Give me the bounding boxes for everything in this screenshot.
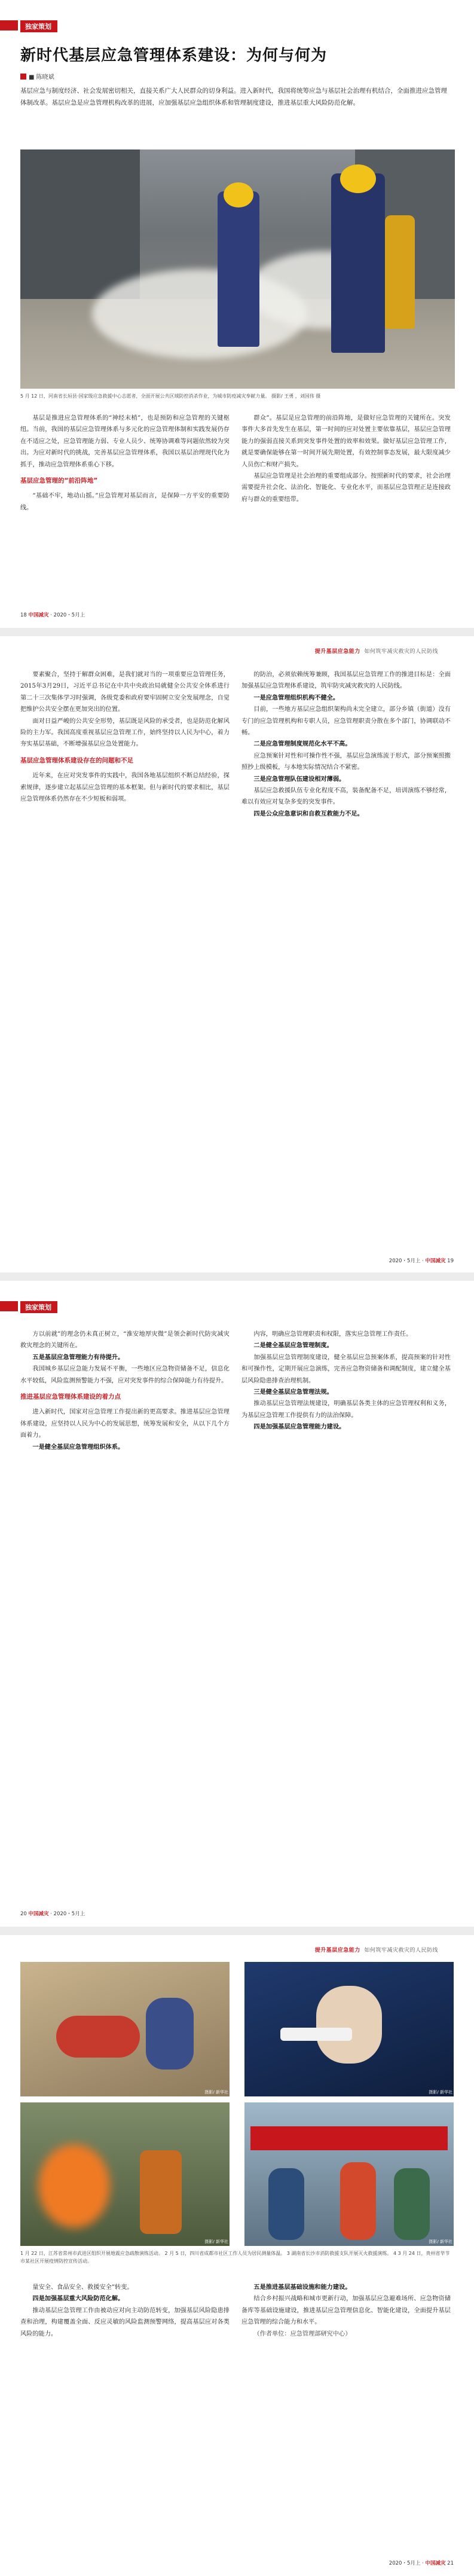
author-line	[20, 72, 54, 81]
folio: 2020・5月上 · 中国减灾 19	[389, 1258, 454, 1264]
photo-banner	[250, 2126, 448, 2150]
folio-issue: 2020・5月上	[53, 612, 85, 618]
point-heading: 一是健全基层应急管理组织体系。	[32, 1443, 124, 1451]
p3-right-column	[241, 1329, 451, 1433]
magazine-page-1	[0, 0, 474, 628]
folio-magazine: 中国减灾	[28, 612, 49, 618]
folio-issue: 2020・5月上	[389, 1258, 421, 1264]
folio-issue: 2020・5月上	[389, 2560, 421, 2566]
body-paragraph: 加强基层应急管理制度建设，健全基层应急预案体系，提高预案的针对性和可操作性，定期开展应急演练，完善应急物资储备和调配制度，建立健全基层风险隐患排查治理机制。	[241, 1354, 451, 1384]
photo-firefighter	[140, 2150, 182, 2234]
point-heading: 五是推进基层基础设施和能力建设。	[253, 2284, 351, 2291]
p4-right-column	[241, 2282, 451, 2340]
section-heading: 推进基层应急管理体系建设的着力点	[20, 1393, 121, 1401]
photo-flames	[38, 2144, 110, 2228]
body-paragraph: 结合乡村振兴战略和城市更新行动，加强基层应急避难场所、应急物资储备库等基础设施建设，推进基层应急管理信息化、智能化建设，全面提升基层应急管理的综合能力和水平。	[241, 2296, 451, 2326]
photo-helmet	[340, 164, 376, 193]
photo-figure	[394, 2168, 430, 2240]
column-tag: 独家策划	[20, 20, 57, 32]
p3-left-column	[20, 1329, 230, 1453]
point-heading: 四是公众应急意识和自救互救能力不足。	[253, 810, 363, 817]
body-paragraph: 量安全、食品安全、救援安全”转变。	[32, 2284, 133, 2291]
tag-accent-bar	[0, 1301, 18, 1311]
body-paragraph: “基础不牢，地动山摇。”应急管理对基层而言，是保障一方平安的重要防线。	[20, 493, 230, 511]
body-paragraph: 要素聚合，坚持于解群众困难，是我们就对当的一项重要应急管理任务，2015年3月29日，习近平总书记在中共中央政治局就健全公共安全体系进行第二十三次集体学习时强调，各级党委和政府要牢固树立安全发展理念，自觉把维护公共安全摆在更加突出的位置。	[20, 672, 230, 713]
section-heading: 基层应急管理的“前沿阵地”	[20, 477, 98, 485]
folio-magazine: 中国减灾	[425, 1258, 446, 1264]
body-paragraph: 目前，一些地方基层应急组织架构尚未完全建立，部分乡镇（街道）没有专门的应急管理机构和专职人员，应急管理职责分散在多个部门，协调联动不畅。	[241, 706, 451, 737]
running-head-a: 提升基层应急能力	[314, 649, 360, 655]
body-paragraph: 基层应急救援队伍专业化程度不高，装备配备不足，培训演练不够经常，难以有效应对复杂多变的突发事件。	[241, 788, 451, 806]
body-paragraph: （作者单位：应急管理部研究中心）	[253, 2330, 351, 2337]
body-paragraph: 群众”。基层是应急管理的前沿阵地，是做好应急管理的关键所在。突发事件大多首先发生在基层，第一时间的应对处置主要依靠基层，基层应急管理能力的强弱直接关系到突发事件处置的效率和效果。做好基层应急管理工作，就是要确保能够在第一时间开展先期处置，有效控制事态发展，最大限度减少人员伤亡和财产损失。	[241, 415, 451, 468]
folio: 2020・5月上 · 中国减灾 21	[389, 2560, 454, 2566]
p2-left-column	[20, 669, 230, 805]
photo-figure	[56, 2016, 140, 2058]
folio-magazine: 中国减灾	[28, 1911, 49, 1917]
photo-4-community-outreach	[244, 2102, 454, 2246]
folio: 18 中国减灾 · 2020・5月上	[20, 612, 85, 618]
magazine-page-3	[0, 1281, 474, 1927]
magazine-page-2	[0, 636, 474, 1272]
section-heading: 基层应急管理体系建设存在的问题和不足	[20, 756, 133, 764]
photo-credit: 摄影/ 新华社	[429, 2239, 452, 2244]
author-mark-icon	[20, 74, 26, 80]
folio: 20 中国减灾 · 2020・5月上	[20, 1911, 85, 1917]
body-paragraph: 应急预案针对性和可操作性不强，基层应急演练流于形式，部分预案照搬照抄上级模板，与本地实际情况结合不紧密。	[241, 752, 451, 771]
body-paragraph: 面对日益严峻的公共安全形势，基层既是风险的承受者，也是防范化解风险的主力军。我国高度重视基层应急管理工作，始终坚持以人民为中心，着力夯实基层基础，不断增强基层应急处置能力。	[20, 718, 230, 748]
running-head-b: 如何筑牢减灾救灾的人民防线	[364, 649, 438, 655]
column-tag: 独家策划	[20, 1301, 57, 1313]
photo-caption: 1 月 22 日，江苏省常州市武进区组织开展地震应急疏散演练活动。 2 月 5 日，四川省成都市社区工作人员为居民测量体温。 3 湖南省长沙市消防救援支队开展灭火救援演练。 4 3 月 24 日，贵州省毕节市某社区开展疫情防控宣传活动。	[20, 2251, 450, 2264]
p1-left-column	[20, 413, 230, 514]
article-lede: 基层应急与制度经济、社会发展密切相关，直接关系广大人民群众的切身利益。进入新时代，我国将统筹应急与基层社会治理有机结合，全面推进应急管理体制改革。基层应急是应急管理机构改革的进展，应加强基层应急组织体系和管理制度建设，推进基层重大风险防范化解。	[20, 87, 447, 106]
photo-figure	[340, 2162, 376, 2240]
running-head-b: 如何筑牢减灾救灾的人民防线	[364, 1948, 438, 1954]
running-head-a: 提升基层应急能力	[314, 1948, 360, 1954]
running-head	[315, 647, 438, 655]
page-separator	[0, 1927, 474, 1935]
p4-left-column	[20, 2282, 230, 2340]
tag-accent-bar	[0, 20, 18, 30]
body-paragraph: 推动基层应急管理工作由被动应对向主动防范转变，加强基层风险隐患排查和治理，构建覆盖全面、反应灵敏的风险监测预警网络，提高基层应对各类风险的能力。	[20, 2307, 230, 2337]
author-name: ■ 陈晓斌	[29, 74, 54, 81]
body-paragraph: 基层应急管理是社会治理的重要组成部分。按照新时代的要求，社会治理需要提升社会化、法治化、智能化、专业化水平，而基层应急管理正是连接政府与群众的重要纽带。	[241, 473, 451, 503]
point-heading: 三是应急管理队伍建设相对薄弱。	[253, 776, 345, 783]
photo-credit: 摄影/ 新华社	[204, 2239, 228, 2244]
photo-figure	[146, 1998, 194, 2070]
point-heading: 二是应急管理制度规范化水平不高。	[253, 741, 351, 748]
point-heading: 四是加强基层重大风险防范化解。	[32, 2296, 124, 2303]
hero-photo	[20, 149, 455, 389]
page-separator	[0, 1272, 474, 1281]
photo-credit: 摄影/ 新华社	[429, 2090, 452, 2095]
body-paragraph: 基层是推进应急管理体系的“神经末梢”，也是预防和应急管理的关键枢纽。当前，我国的基层应急管理体系与多元化的应急管理体制和实践发展仍存在不适应之处，应急管理能力弱、专业人员少、统筹协调难等问题依然较为突出。为应对新时代的挑战，完善基层应急管理体系，我国以基层治理现代化为抓手，推动应急管理体系重心下移。	[20, 415, 230, 468]
magazine-page-4	[0, 1935, 474, 2576]
body-paragraph: 近年来，在应对突发事件的实践中，我国各地基层组织不断总结经验，探索规律，逐步建立起基层应急管理的基本框架。但与新时代的要求相比，基层应急管理体系仍然存在不少短板和弱项。	[20, 773, 230, 803]
point-heading: 二是健全基层应急管理制度。	[253, 1342, 333, 1350]
article-title: 新时代基层应急管理体系建设：为何与何为	[20, 47, 328, 65]
photo-sprayer	[385, 215, 415, 329]
point-heading: 五是基层应急管理能力有待提升。	[32, 1354, 124, 1361]
photo-2-temperature-check	[244, 1962, 454, 2096]
hero-caption: 5 月 12 日，河南省长垣县·国家级应急救援中心志愿者，全面开展公共区域防控消杀作业，为城市防疫减灾奉献力量。 摄影/ 王勇 ，刘国伟 摄	[20, 393, 321, 399]
body-paragraph: 方以前就”的理念仍未真正树立，“淮安地厚灾微”是领会新时代防灾减灾救灾理念的关键所在。	[20, 1331, 230, 1350]
folio-issue: 2020・5月上	[53, 1911, 85, 1917]
photo-helmet	[224, 182, 253, 207]
body-paragraph: 进入新时代，国家对应急管理工作提出新的更高要求。推进基层应急管理体系建设，应坚持以人民为中心的发展思想，统筹发展和安全，从以下几个方面着力。	[20, 1409, 230, 1439]
body-paragraph: 我国城乡基层应急能力发展不平衡，一些地区应急物资储备不足，信息化水平较低，风险监测预警能力不强，应对突发事件的综合保障能力有待提升。	[20, 1366, 230, 1384]
photo-rescuer	[218, 191, 259, 347]
photo-face	[316, 1986, 382, 2064]
point-heading: 四是加强基层应急管理能力建设。	[253, 1424, 345, 1431]
body-paragraph: 推动基层应急管理法规建设，明确基层各类主体的应急管理权利和义务，为基层应急管理工作提供有力的法治保障。	[241, 1400, 451, 1419]
photo-1-earthquake-drill	[20, 1962, 230, 2096]
body-paragraph: 的防治，必须依赖统筹兼顾，我国基层应急管理工作的推进目标是：全面加强基层应急管理体系建设，筑牢防灾减灾救灾的人民防线。	[241, 672, 451, 690]
photo-building	[20, 149, 140, 305]
folio-magazine: 中国减灾	[425, 2560, 446, 2566]
photo-rescuer	[331, 173, 385, 353]
point-heading: 一是应急管理组织机构不健全。	[253, 694, 340, 701]
page-separator	[0, 628, 474, 636]
running-head	[315, 1946, 438, 1954]
p1-right-column	[241, 413, 451, 505]
photo-thermometer	[280, 2028, 352, 2041]
body-paragraph: 内容，明确应急管理职责和权限，落实应急管理工作责任。	[253, 1331, 412, 1338]
point-heading: 三是健全基层应急管理法规。	[253, 1389, 333, 1396]
p2-right-column	[241, 669, 451, 820]
photo-figure	[268, 2168, 304, 2240]
photo-3-fire-drill	[20, 2102, 230, 2246]
photo-credit: 摄影/ 新华社	[204, 2090, 228, 2095]
